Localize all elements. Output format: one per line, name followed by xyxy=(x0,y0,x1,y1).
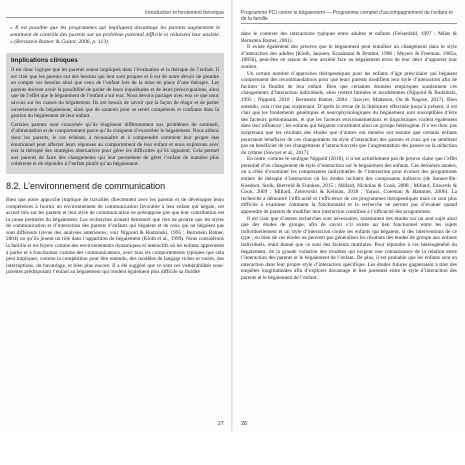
box-paragraph: Il est donc logique que les parents soient impliqués dans l’évaluation et la thérapie de l’enfant. Il est clair que les parents ont des besoins qui leur sont propres et il est de notre devoir de prendre en compte ces besoins ainsi que ceux de l’enfant lors de la mise en place d’une thérapie. Les parents doivent avoir la possibilité de parler de leurs inquiétudes et de leurs préoccupations, ainsi que de l’effet que le bégaiement de l’enfant a sur eux. Nous devons partager avec eux ce que nous savons sur les causes du bégaiement. Ils ont besoin de savoir que la façon de réagir et de parler ouvertement du bégaiement, ainsi que de soutenir pour se sentir compétents et confiants dans la gestion du bégaiement de leur enfant. xyxy=(11,67,219,120)
page-number-left: 27 xyxy=(217,421,224,427)
body-paragraph: Il existe également des preuves que le bégaiement peut entraîner un changement dans le style d’interaction des adultes (Kloth, Janssen, Kraaimaat & Brutten, 1998 ; Meyers & Freeman, 1985a, 1985b), peut-être en raison de leur anxiété face au bégaiement et/ou de leur désir d’apporter leur soutien. xyxy=(241,44,457,70)
page-number-right: 28 xyxy=(241,421,248,427)
epigraph-quote: « Il est possible que les programmes qui impliquent davantage les parents augmentent le sentiment de contrôle des parents sur un problème parental difficile et réduisent leur anxiété. » (Bernstein Ratner & Guitar, 2006, p. 113). xyxy=(10,25,220,45)
body-paragraph: Un certain nombre d’approches thérapeutiques pour les enfants d’âge préscolaire qui bégaient comprennent des recommandations pour que leurs parents modifient leur style d’interaction afin de faciliter la fluidité de leur enfant. Bien que certaines données empiriques soutiennent ces changements d’interaction individuels, elles restent limitées et incohérentes (Nippold & Rudzinski, 1995 ; Nippold, 2018 ; Bernstein Ratner, 2004 ; Sawyer, Matteson, Ou & Nagase, 2017). Bien entendu, cela n’est pas surprenant. D’après la revue de la littérature effectuée jusqu’à présent, il est clair que les fondements génétiques et neurophysiologiques du bégaiement sont susceptibles d’être des facteurs prédominants, et que les facteurs environnementaux et linguistiques varient également dans leur influence ; les enfants qui bégaient constituent ainsi un groupe hétérogène. Il n’est donc pas surprenant que les résultats des études que d’autres ont menées ont montré que certains enfants pourraient bénéficier de ces changements du style d’interaction des parents et ceux qui ne semblent pas en bénéficier de ces changements d’interaction tels que l’augmentation des pauses ou la réduction du rythme (Sawyer et al., 2017). xyxy=(241,70,457,156)
left-page xyxy=(0,0,232,465)
body-paragraph: Il est clair que d’autres recherches sont nécessaires, notamment des études sur un seul sujet ainsi que des études de groupe, afin de savoir s’il existe un lien fonctionnel entre les sujets individuellement et un style d’interaction contre les enfants qui bégaient, si des interventions de ce type ; ou bien de ces études ne peuvent pas généraliser les résultats des études de groupe aux enfants individuels, étant donné que ce sont des facteurs multiples. Pour répondre à ces hétérogénéité du bégaiement, de la grande variation des troubles qui exigent une connaissance de la relation entre l’interaction des parents et le bégaiement de l’enfant. De plus, il est probable que les enfants sont en interaction dans leur propre style d’interaction spécifique. Les études futures gagneraient à tirer des enquêtes longitudinales afin d’explorer davantage le lien potentiel entre le style d’interaction des parents et le bégaiement de l’enfant. xyxy=(241,215,457,281)
right-body-text xyxy=(241,31,457,282)
body-paragraph: Bien que notre approche implique de travailler directement avec les parents et de développer leurs compétences à fournir un environnement de communication favorable à leur enfant qui bégaie, cet accent mis sur les parents et leur style de communication ne présuppose pas que leur contribution est la cause première du bégaiement. Les recherches avaient démontré que rien ne prouve que les styles de communication et d’interaction des parents d’enfants qui bégaient et de ceux qui ne bégaient pas sont différents (revue des analyses antérieures, voir Nippold & Rudzinski, 1995 ; Bernstein Ratner, 2004) ou qu’ils jouent un rôle dans l’apparition du bégaiement (Kloth et al., 1999). Nous considérons la famille et les foyers comme des environnements dynamiques et interactifs où les enfants apprennent à parler et à fonctionner comme des communicateurs, avec tous les comportements typiques que cela peut impliquer, comme la compétition pour être entendu, des modèles de langage riches et variés, des interruptions, du bavardage, et bien plus encore. Il a été suggéré que ce sont ces vulnérabilités sous-jacentes prédisposant l’enfant au bégaiement qui rendent également plus difficile sa fluidité xyxy=(6,196,224,276)
page-margin-bottom xyxy=(0,431,465,465)
left-body-text xyxy=(6,197,224,276)
box-title: Implications cliniques xyxy=(11,57,78,64)
section-heading: 8.2. L’environnement de communication xyxy=(6,180,166,191)
clinical-implications-box xyxy=(6,53,224,174)
body-paragraph: dans le contexte des interactions typiques entre adultes et enfants (Felsenfeld, 1997 ; Miles & Bernstein Ratner, 2001). xyxy=(241,31,457,44)
box-paragraph: Certains parents sont concernés qu’ils réagissent différemment aux problèmes de sommeil, d’alimentation et de comportement parce qu’ils craignent d’exacerber le bégaiement. Nous aidons donc les parents, le cas échéant, à reconnaître et à comprendre comment leur propre état émotionnel peut affecter leurs réponses au comportement de leur enfant et nous explorons avec eux la thérapie des stratégies alternatives pour gérer les difficultés qu’ils signalent. Cela permet aux parents de faire des changements qui leur permettent de gérer l’enfant de manière plus cohérente et de répondre à l’enfant plutôt qu’au bégaiement. xyxy=(11,121,219,168)
body-paragraph: En outre, comme le souligne Nippold (2018), il n’est actuellement pas de preuve claire que l’effet potentiel d’un changement de style d’interaction sur le bégaiement des enfants. Ces dernières années, on a ciblé d’examiner les composantes individuelles de l’interaction pour évaluer des programmes entiers de thérapie d’interaction où les études incluent des composants indirects (de Sonneville-Koedoot, Stolk, Rietveld & Franken, 2015 ; Millard, Nicholas & Cook, 2008 ; Millard, Edwards & Cook, 2009 ; Millard, Zebrowski & Kelman, 2018 ; Yaruss, Coleman & Hammer, 2006). La recherche a démontré l’efficacité et l’efficience de ces programmes thérapeutiques mais ce sont plus difficile à examiner comment la fonctionnent et la recherche ne permet pas d’évaluer quand apprendre de parents de modifier leur interaction contribue à l’efficacité des programmes. xyxy=(241,156,457,216)
left-running-head: Introduction et fondement théorique xyxy=(6,10,224,18)
right-running-head: Programme PCI centre le bégaiement — Programme complet d’accompagnement de l’enfant et de la famille xyxy=(241,10,457,24)
right-page xyxy=(233,0,465,465)
